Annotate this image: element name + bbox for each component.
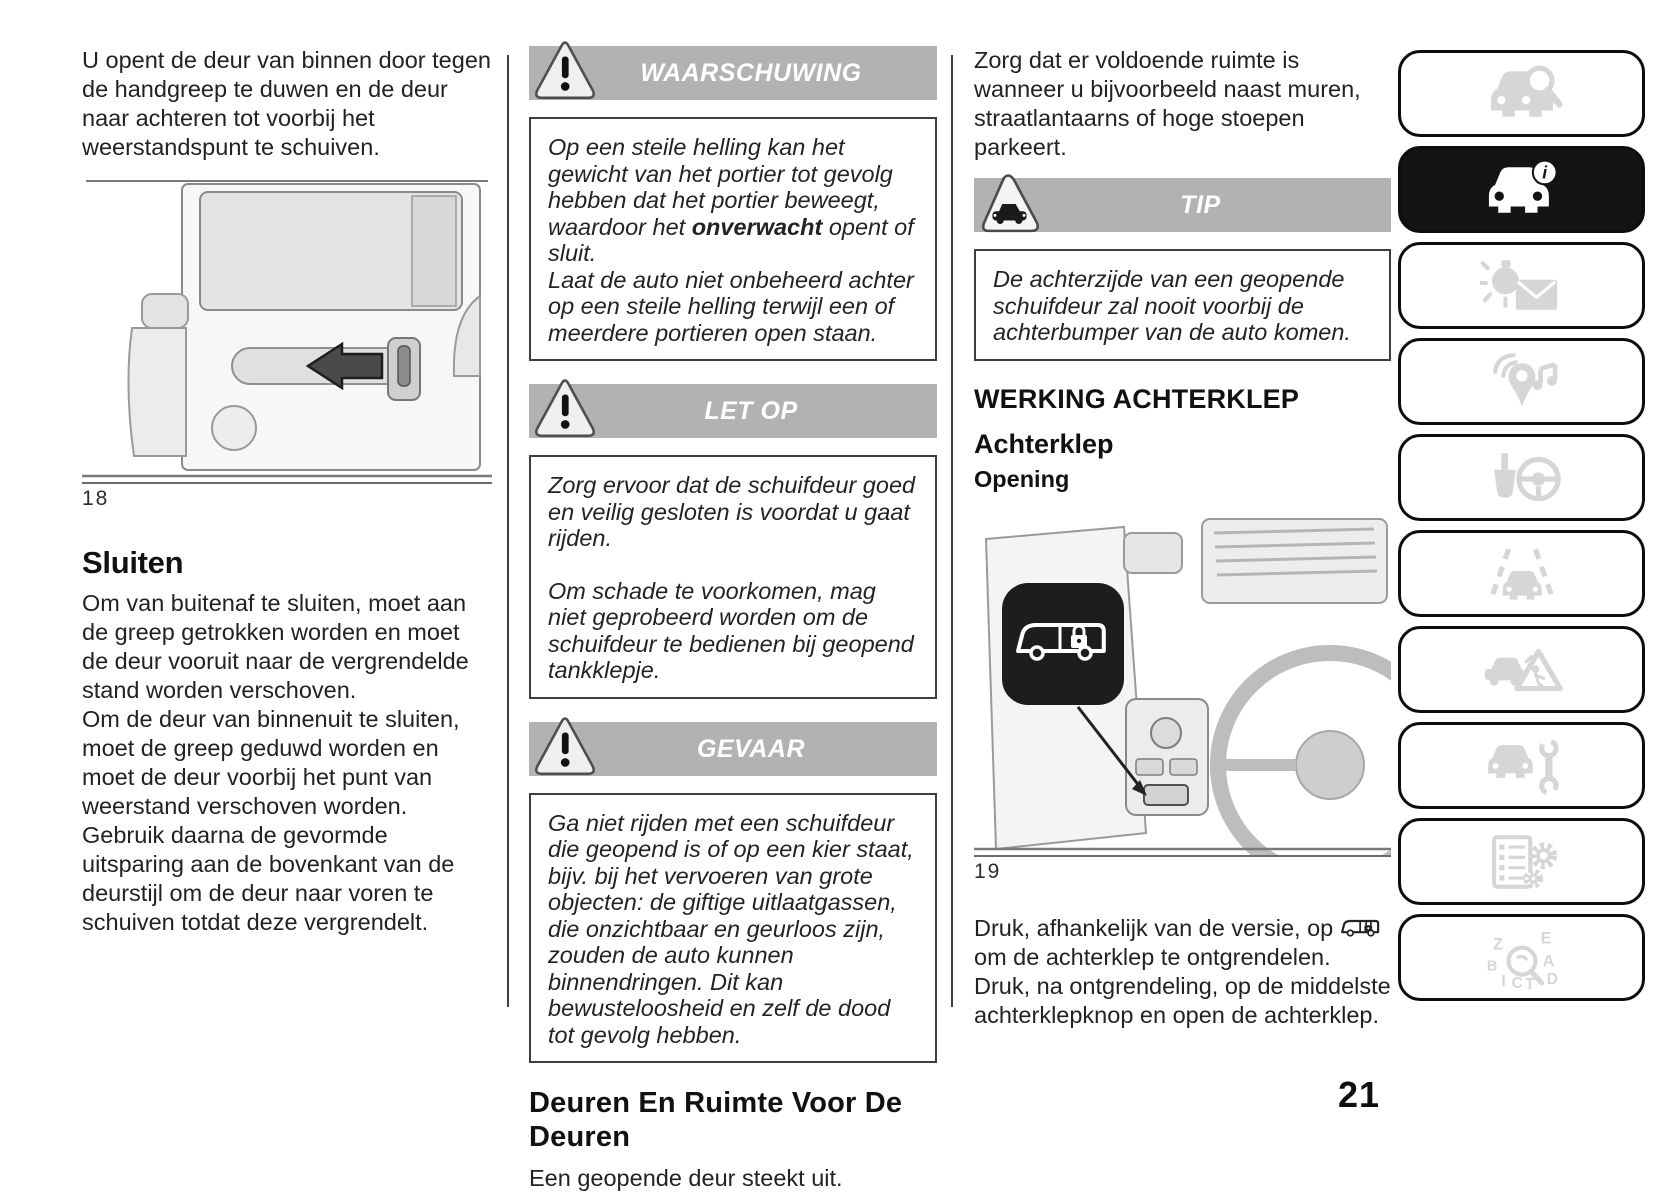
warning-section bbox=[529, 46, 937, 361]
sidebar-tab-warning-lights[interactable] bbox=[1398, 242, 1645, 329]
svg-text:D: D bbox=[1546, 970, 1558, 988]
sidebar-tab-driving[interactable] bbox=[1398, 530, 1645, 617]
svg-text:A: A bbox=[1542, 950, 1555, 970]
warning-text-line2: Laat de auto niet onbeheerd achter op een steile helling terwijl een of meerdere portieren open staan. bbox=[548, 266, 914, 346]
achterklep-heading: Achterklep bbox=[974, 428, 1114, 459]
sluiten-heading: Sluiten bbox=[82, 545, 184, 580]
warning-triangle-icon bbox=[534, 37, 596, 107]
car-magnifier-icon bbox=[1480, 63, 1564, 125]
column-divider-1 bbox=[507, 55, 509, 1007]
svg-text:i: i bbox=[1541, 162, 1547, 183]
figure-18-image bbox=[82, 176, 492, 482]
index-letters-magnifier-icon bbox=[1480, 927, 1564, 989]
tip-title: TIP bbox=[1180, 191, 1221, 219]
sidebar-tab-technical-data[interactable] bbox=[1398, 818, 1645, 905]
tip-header-bar bbox=[974, 178, 1391, 232]
letop-title: LET OP bbox=[704, 397, 798, 425]
svg-text:C: C bbox=[1511, 974, 1523, 989]
tip-box bbox=[974, 249, 1391, 361]
tip-car-triangle-icon bbox=[979, 169, 1041, 239]
gevaar-header-bar bbox=[529, 722, 937, 776]
warning-triangle-icon bbox=[534, 713, 596, 783]
druk-text-after: om de achterklep te ontgrendelen. Druk, na ontgrendeling, op de middelste achterklepknop en open de achterklep. bbox=[974, 943, 1391, 1028]
warning-title: WAARSCHUWING bbox=[640, 59, 862, 87]
sidebar-tab-starting-driving[interactable] bbox=[1398, 434, 1645, 521]
sluiten-paragraph-1: Om van buitenaf te sluiten, moet aan de greep getrokken worden en moet de deur vooruit naar de vergrendelde stand worden verschoven. bbox=[82, 590, 469, 703]
figure-19 bbox=[974, 503, 1391, 857]
svg-text:B: B bbox=[1486, 957, 1497, 974]
sidebar-tab-multimedia[interactable] bbox=[1398, 338, 1645, 425]
column-middle bbox=[529, 46, 937, 1193]
gevaar-title: GEVAAR bbox=[696, 734, 806, 763]
warning-header-bar bbox=[529, 46, 937, 100]
sluiten-paragraph bbox=[82, 589, 492, 937]
warning-text-before-bold: Op een steile helling kan het gewicht van het portier tot gevolg hebben dat het portier beweegt, waardoor het bbox=[548, 134, 893, 240]
figure-18 bbox=[82, 176, 492, 484]
sidebar-tab-emergency[interactable] bbox=[1398, 626, 1645, 713]
letop-paragraph-1: Zorg ervoor dat de schuifdeur goed en veilig gesloten is voordat u gaat rijden. bbox=[548, 472, 916, 551]
gear-lever-steering-wheel-icon bbox=[1480, 447, 1564, 509]
werking-achterklep-heading: WERKING ACHTERKLEP bbox=[974, 383, 1300, 414]
svg-text:I: I bbox=[1500, 972, 1506, 989]
sluiten-paragraph-2: Om de deur van binnenuit te sluiten, moet de greep geduwd worden en moet de deur voorbij het punt van weerstand verschoven worden. Gebruik daarna de gevormde uitsparing aan de bovenkant van de deurstijl om de deur naar voren te schuiven totdat deze vergrendelt. bbox=[82, 706, 460, 935]
page-number: 21 bbox=[1338, 1074, 1381, 1115]
druk-text-before: Druk, afhankelijk van de versie, op bbox=[974, 914, 1334, 941]
warning-text-bold: onverwacht bbox=[691, 213, 823, 240]
warning-text-after-bold: opent of sluit. bbox=[548, 213, 914, 266]
letop-header-bar bbox=[529, 384, 937, 438]
opening-label: Opening bbox=[974, 465, 1070, 492]
warning-lamp-envelope-icon bbox=[1480, 255, 1564, 317]
figure-19-image bbox=[974, 503, 1391, 855]
figure-19-caption: 19 bbox=[974, 859, 1002, 883]
car-warning-triangle-icon bbox=[1480, 639, 1564, 701]
checklist-gears-icon bbox=[1480, 831, 1564, 893]
svg-text:T: T bbox=[1524, 975, 1535, 989]
car-info-icon bbox=[1480, 159, 1564, 221]
gevaar-box bbox=[529, 793, 937, 1064]
tip-section bbox=[974, 178, 1391, 361]
warning-box bbox=[529, 117, 937, 361]
column-right bbox=[974, 46, 1391, 1030]
svg-text:Z: Z bbox=[1492, 934, 1503, 954]
figure-18-caption: 18 bbox=[82, 487, 110, 510]
deuren-heading: Deuren En Ruimte Voor De Deuren bbox=[529, 1087, 903, 1153]
gevaar-paragraph: Ga niet rijden met een schuifdeur die geopend is of op een kier staat, bijv. bij het vervoeren van grote objecten: de giftige uitlaatgassen, die onzichtbaar en geurloos zijn, zouden de auto kunnen binnendringen. Dit kan bewusteloosheid en zelf de dood tot gevolg hebben. bbox=[548, 809, 914, 1048]
gevaar-section bbox=[529, 722, 937, 1064]
ruimte-paragraph: Zorg dat er voldoende ruimte is wanneer u bijvoorbeeld naast muren, straatlantaarns of hoge stoepen parkeert. bbox=[974, 47, 1361, 160]
intro-paragraph: U opent de deur van binnen door tegen de handgreep te duwen en de deur naar achteren tot voorbij het weerstandspunt te schuiven. bbox=[82, 47, 491, 160]
tailgate-unlock-icon bbox=[1340, 915, 1382, 939]
column-divider-2 bbox=[951, 55, 953, 1007]
deuren-paragraph: Een geopende deur steekt uit. bbox=[529, 1165, 843, 1191]
sidebar-tab-getting-to-know[interactable] bbox=[1398, 50, 1645, 137]
letop-paragraph-2: Om schade te voorkomen, mag niet geprobeerd worden om de schuifdeur te bedienen bij geopend tankklepje. bbox=[548, 577, 914, 683]
druk-paragraph bbox=[974, 914, 1391, 1030]
sidebar-tab-alphabetical-index[interactable] bbox=[1398, 914, 1645, 1001]
chapter-sidebar bbox=[1398, 50, 1653, 1010]
location-media-icon bbox=[1480, 351, 1564, 413]
warning-triangle-icon bbox=[534, 375, 596, 445]
tip-paragraph: De achterzijde van een geopende schuifdeur zal nooit voorbij de achterbumper van de auto komen. bbox=[993, 266, 1351, 345]
letop-box bbox=[529, 455, 937, 699]
sidebar-tab-dashboard-info[interactable] bbox=[1398, 146, 1645, 233]
sidebar-tab-maintenance[interactable] bbox=[1398, 722, 1645, 809]
letop-section bbox=[529, 384, 937, 699]
svg-text:E: E bbox=[1540, 928, 1552, 948]
car-wrench-icon bbox=[1480, 735, 1564, 797]
column-left bbox=[82, 46, 492, 937]
car-lane-icon bbox=[1480, 543, 1564, 605]
